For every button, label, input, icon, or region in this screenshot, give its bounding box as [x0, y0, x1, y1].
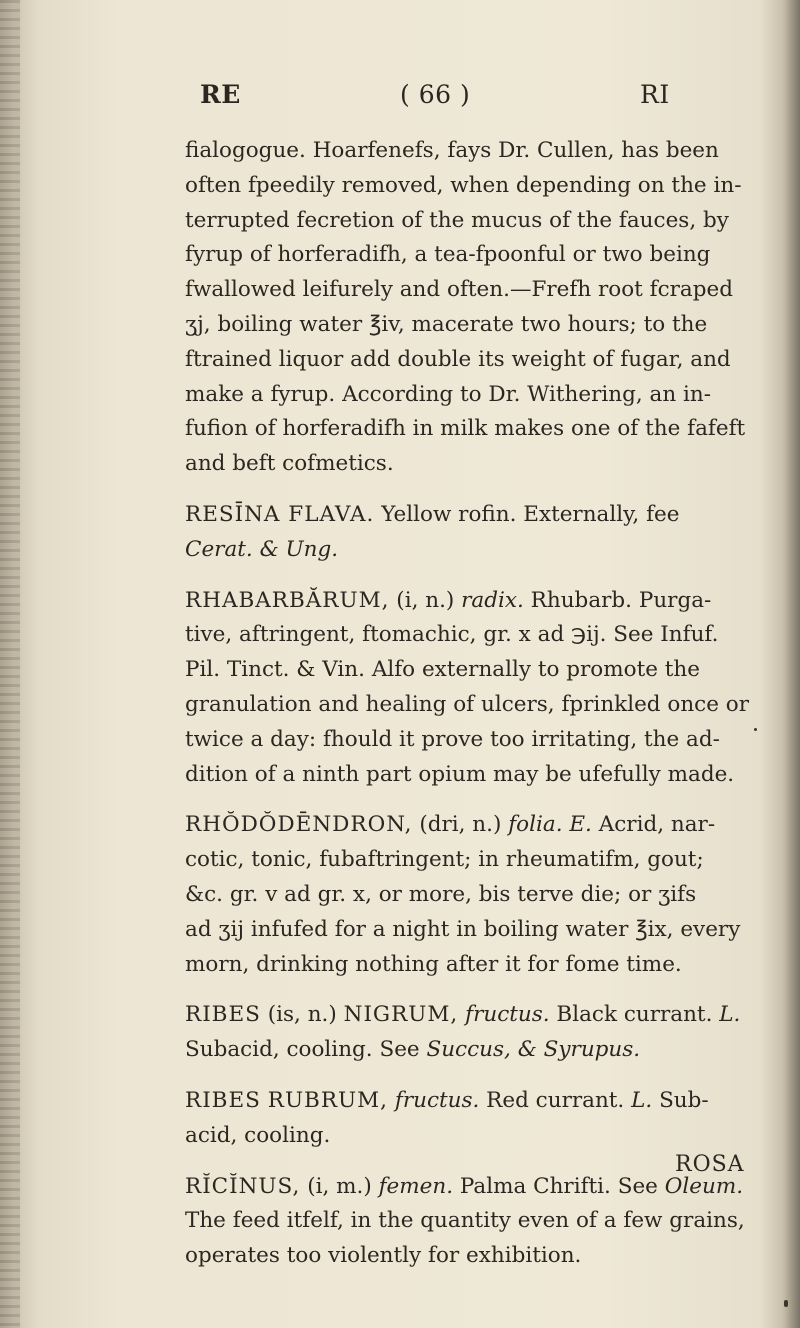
text-line: ftrained liquor add double its weight of fugar, and: [185, 346, 731, 372]
catchword: ROSA: [675, 1152, 745, 1177]
entry-text: Black currant.: [549, 1002, 720, 1028]
entry-ribes-rubrum: [185, 1084, 763, 1154]
text-line: fwallowed leifurely and often.—Frefh root fcraped: [185, 277, 733, 303]
entry-text: Yellow rofin. Externally, fee: [374, 501, 680, 527]
entry-headword: RESĪNA FLAVA.: [185, 501, 375, 527]
text-line: twice a day: fhould it prove too irritating, the ad-: [185, 726, 720, 752]
entry-reference: Succus, & Syrupus.: [426, 1037, 641, 1063]
entry-grammar: (dri, n.): [412, 812, 509, 838]
entry-ricinus: [185, 1170, 763, 1274]
text-line: morn, drinking nothing after it for fome time.: [185, 951, 682, 977]
entry-resina-flava: [185, 498, 763, 568]
paper-speck: [784, 1300, 788, 1307]
entry-headword-species: RUBRUM,: [267, 1087, 389, 1113]
text-line: often fpeedily removed, when depending on the in-: [185, 172, 742, 198]
entry-text: Palma Chrifti. See: [453, 1173, 665, 1199]
text-line: Pil. Tinct. & Vin. Alfo externally to promote the: [185, 657, 700, 683]
entry-part: fructus.: [394, 1087, 480, 1113]
text-line: ad ʒij infufed for a night in boiling water ℥ix, every: [185, 916, 741, 942]
running-header: [200, 80, 670, 120]
entry-text: Red currant.: [479, 1087, 632, 1113]
entry-part: folia. E.: [508, 812, 592, 838]
text-line: terrupted fecretion of the mucus of the fauces, by: [185, 207, 729, 233]
entry-continuation-horseradish: [185, 134, 763, 482]
entry-grammar: (is, n.): [260, 1002, 344, 1028]
entry-rhododendron: [185, 808, 763, 982]
entry-source: L.: [631, 1087, 653, 1113]
entry-part: radix.: [461, 587, 524, 613]
text-line: tive, aftringent, ftomachic, gr. x ad ℈ij. See Infuf.: [185, 622, 719, 648]
paper-speck: [754, 728, 757, 731]
entry-text: Subacid, cooling. See: [185, 1037, 427, 1063]
header-right-guideword: RI: [640, 80, 670, 109]
entry-grammar: (i, m.): [300, 1173, 379, 1199]
text-line: dition of a ninth part opium may be ufefully made.: [185, 761, 735, 787]
text-line: fufion of horferadifh in milk makes one of the fafeft: [185, 416, 746, 442]
text-line: and beft cofmetics.: [185, 451, 394, 477]
text-line: fialogogue. Hoarfenefs, fays Dr. Cullen, has been: [185, 138, 719, 163]
text-line: fyrup of horferadifh, a tea-fpoonful or two being: [185, 242, 711, 268]
entry-source: L.: [719, 1002, 741, 1028]
text-line: granulation and healing of ulcers, fprinkled once or: [185, 691, 749, 717]
page-number: ( 66 ): [400, 80, 471, 109]
entry-rhabarbarum: [185, 584, 763, 793]
entry-reference: Cerat. & Ung.: [185, 536, 339, 562]
header-left-guideword: RE: [200, 80, 241, 109]
entry-text: Rhubarb. Purga-: [523, 587, 712, 613]
text-line: acid, cooling.: [185, 1122, 331, 1148]
entry-grammar: (i, n.): [389, 587, 462, 613]
body-text: [185, 134, 763, 1274]
page-fore-edge: [786, 0, 800, 1328]
page-binding-edge: [0, 0, 20, 1328]
text-line: cotic, tonic, fubaftringent; in rheumatifm, gout;: [185, 847, 704, 873]
entry-text: Acrid, nar-: [591, 812, 716, 838]
text-line: make a fyrup. According to Dr. Withering, an in-: [185, 381, 711, 407]
text-line: &c. gr. v ad gr. x, or more, bis terve die; or ʒifs: [185, 881, 697, 907]
entry-reference: Oleum.: [664, 1173, 744, 1199]
text-line: ʒj, boiling water ℥iv, macerate two hours; to the: [185, 311, 708, 337]
text-line: The feed itfelf, in the quantity even of a few grains,: [185, 1208, 745, 1234]
entry-headword: RIBES: [185, 1087, 261, 1113]
entry-headword-species: NIGRUM,: [343, 1002, 459, 1028]
entry-headword: RIBES: [185, 1002, 261, 1028]
entry-headword: RHABARBĂRUM,: [185, 587, 390, 613]
entry-part: fructus.: [465, 1002, 550, 1028]
entry-text: Sub-: [652, 1087, 709, 1113]
entry-headword: RĬCĬNUS,: [185, 1173, 301, 1199]
entry-part: femen.: [378, 1173, 454, 1199]
text-line: operates too violently for exhibition.: [185, 1243, 582, 1269]
entry-headword: RHŎDŎDĒNDRON,: [185, 812, 413, 838]
entry-ribes-nigrum: [185, 998, 763, 1068]
